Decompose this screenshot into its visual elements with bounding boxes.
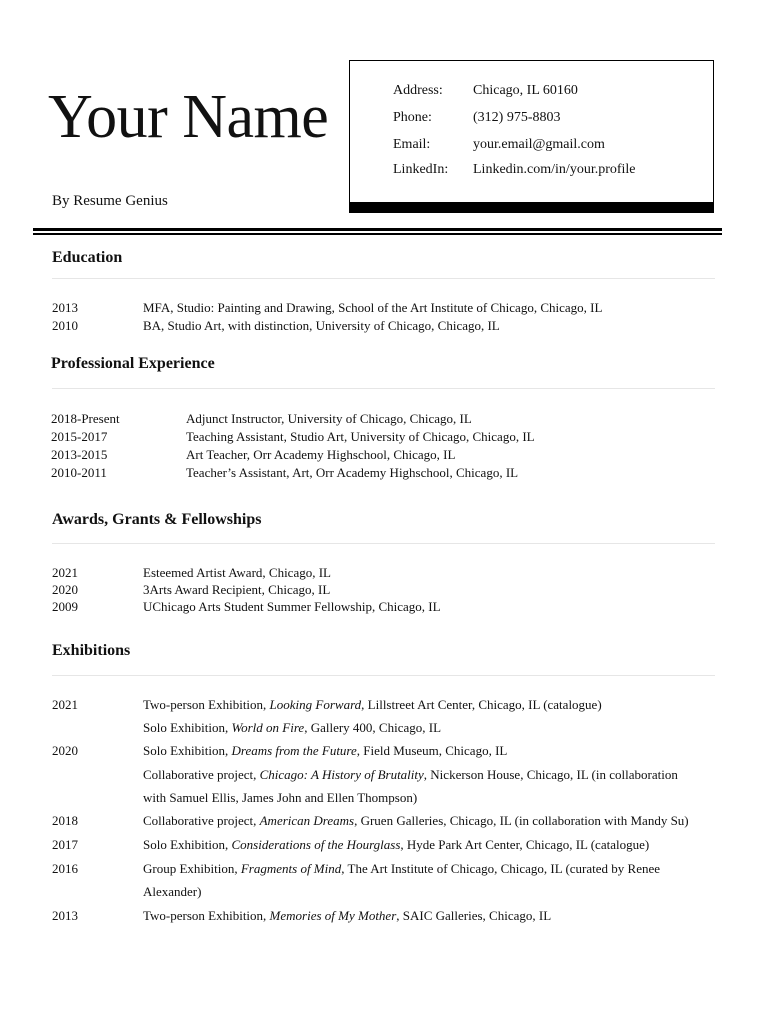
exhibition-title: Dreams from the Future <box>231 743 357 758</box>
entry-text: , The Art Institute of Chicago, Chicago, IL (curated by Renee <box>341 861 661 876</box>
entry-text: Two-person Exhibition, <box>143 697 270 712</box>
entry-text: Solo Exhibition, <box>143 720 232 735</box>
exhibition-title: Chicago: A History of Brutality <box>259 767 424 782</box>
entry-year: 2020 <box>52 582 78 597</box>
entry-year: 2010-2011 <box>51 465 107 480</box>
entry-text: Alexander) <box>143 884 202 899</box>
section-divider <box>52 278 715 279</box>
entry-description <box>143 789 417 807</box>
entry-year: 2013 <box>52 908 78 923</box>
entry-description: UChicago Arts Student Summer Fellowship, Chicago, IL <box>143 599 441 614</box>
entry-year: 2010 <box>52 318 78 333</box>
entry-year: 2021 <box>52 697 78 712</box>
byline: By Resume Genius <box>52 193 168 209</box>
exhibition-title: Fragments of Mind <box>240 861 342 876</box>
contact-value: your.email@gmail.com <box>473 137 605 152</box>
contact-row-address <box>393 82 578 100</box>
contact-label: LinkedIn: <box>393 162 449 177</box>
contact-label: Email: <box>393 137 431 152</box>
entry-text: Collaborative project, <box>143 813 260 828</box>
entry-year: 2018-Present <box>51 411 120 426</box>
section-title-awards: Awards, Grants & Fellowships <box>52 511 262 528</box>
contact-value: Chicago, IL 60160 <box>473 83 578 98</box>
entry-text: Two-person Exhibition, <box>143 908 270 923</box>
contact-row-linkedin <box>393 161 636 179</box>
entry-description <box>143 742 507 760</box>
entry-description <box>143 836 649 854</box>
exhibition-title: Memories of My Mother <box>269 908 397 923</box>
entry-year: 2013 <box>52 300 78 315</box>
entry-description <box>143 907 551 925</box>
exhibition-title: World on Fire <box>231 720 305 735</box>
contact-value: Linkedin.com/in/your.profile <box>473 162 636 177</box>
section-divider <box>52 388 715 389</box>
section-title-exhibitions: Exhibitions <box>52 642 131 659</box>
entry-description <box>143 883 201 901</box>
entry-description: Teaching Assistant, Studio Art, University of Chicago, Chicago, IL <box>186 429 535 444</box>
entry-description: Art Teacher, Orr Academy Highschool, Chicago, IL <box>186 447 456 462</box>
entry-year: 2021 <box>52 565 78 580</box>
entry-description <box>143 719 441 737</box>
entry-text: with Samuel Ellis, James John and Ellen Thompson) <box>143 790 418 805</box>
entry-description: 3Arts Award Recipient, Chicago, IL <box>143 582 331 597</box>
exhibition-title: Considerations of the Hourglass <box>231 837 401 852</box>
entry-year: 2013-2015 <box>51 447 108 462</box>
entry-year: 2016 <box>52 861 78 876</box>
entry-description: Adjunct Instructor, University of Chicago, Chicago, IL <box>186 411 472 426</box>
section-divider <box>52 543 715 544</box>
entry-text: , Hyde Park Art Center, Chicago, IL (catalogue) <box>400 837 650 852</box>
contact-label: Phone: <box>393 110 432 125</box>
entry-description <box>143 860 660 878</box>
entry-text: , SAIC Galleries, Chicago, IL <box>396 908 552 923</box>
contact-row-phone <box>393 109 561 127</box>
header-divider <box>33 233 722 235</box>
entry-text: Group Exhibition, <box>143 861 241 876</box>
section-title-experience: Professional Experience <box>51 355 215 372</box>
section-divider <box>52 675 715 676</box>
entry-text: , Lillstreet Art Center, Chicago, IL (catalogue) <box>361 697 602 712</box>
contact-value: (312) 975-8803 <box>473 110 561 125</box>
entry-description: MFA, Studio: Painting and Drawing, School of the Art Institute of Chicago, Chicago, IL <box>143 300 603 315</box>
entry-year: 2018 <box>52 813 78 828</box>
entry-text: , Gallery 400, Chicago, IL <box>304 720 442 735</box>
entry-description <box>143 766 678 784</box>
entry-text: Solo Exhibition, <box>143 743 232 758</box>
section-title-education: Education <box>52 249 123 266</box>
entry-year: 2009 <box>52 599 78 614</box>
entry-text: , Gruen Galleries, Chicago, IL (in collaboration with Mandy Su) <box>354 813 689 828</box>
entry-text: , Field Museum, Chicago, IL <box>356 743 508 758</box>
entry-text: Solo Exhibition, <box>143 837 232 852</box>
header-divider <box>33 228 722 231</box>
exhibition-title: Looking Forward <box>269 697 362 712</box>
entry-description: BA, Studio Art, with distinction, University of Chicago, Chicago, IL <box>143 318 500 333</box>
entry-year: 2015-2017 <box>51 429 108 444</box>
entry-text: , Nickerson House, Chicago, IL (in collaboration <box>423 767 678 782</box>
entry-description <box>143 696 602 714</box>
entry-year: 2020 <box>52 743 78 758</box>
resume-name: Your Name <box>48 83 329 151</box>
entry-description: Teacher’s Assistant, Art, Orr Academy Highschool, Chicago, IL <box>186 465 519 480</box>
entry-description: Esteemed Artist Award, Chicago, IL <box>143 565 331 580</box>
contact-label: Address: <box>393 83 443 98</box>
entry-text: Collaborative project, <box>143 767 260 782</box>
entry-year: 2017 <box>52 837 78 852</box>
contact-row-email <box>393 136 605 154</box>
entry-description <box>143 812 689 830</box>
exhibition-title: American Dreams <box>259 813 355 828</box>
contact-box <box>349 60 714 213</box>
